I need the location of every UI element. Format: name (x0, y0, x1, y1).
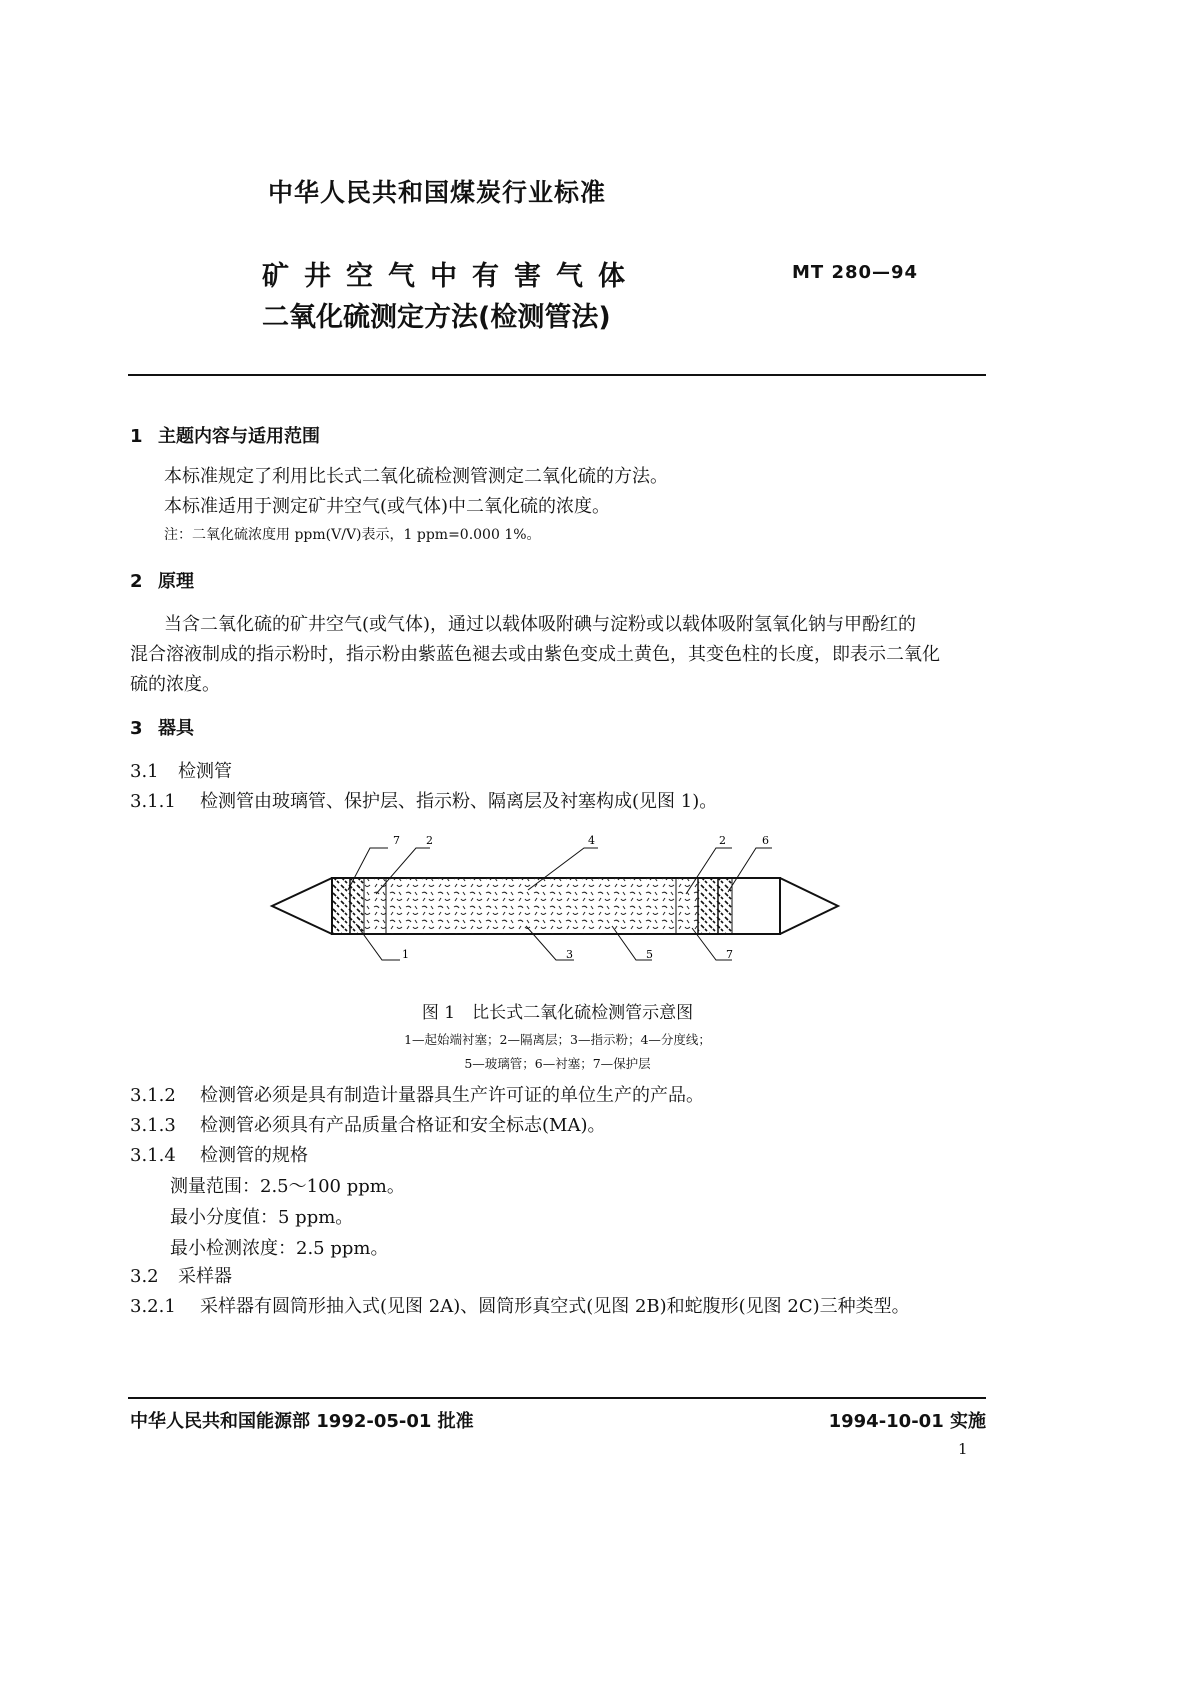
figure-legend-line1: 1—起始端衬塞；2—隔离层；3—指示粉；4—分度线； (404, 1032, 711, 1047)
clause-3-2: 3.2 采样器 (130, 1266, 232, 1287)
page-number: 1 (958, 1440, 968, 1458)
callout-label: 7 (726, 948, 733, 961)
standard-org: 中华人民共和国煤炭行业标准 (268, 178, 607, 207)
callout-label: 2 (719, 834, 726, 847)
header-rule (128, 374, 986, 376)
section-2-line2: 混合溶液制成的指示粉时，指示粉由紫蓝色褪去或由紫色变成土黄色，其变色柱的长度，即表示二氧化 (130, 644, 940, 665)
detection-tube-diagram (260, 820, 860, 970)
callout-label: 1 (402, 948, 409, 961)
spec-measuring-range: 测量范围：2.5～100 ppm。 (170, 1176, 405, 1197)
spec-min-division: 最小分度值：5 ppm。 (170, 1207, 354, 1228)
footer-rule (128, 1397, 986, 1399)
section-2-heading: 2 原理 (130, 571, 194, 592)
figure-legend-line2: 5—玻璃管；6—衬塞；7—保护层 (464, 1056, 651, 1071)
section-1-p1: 本标准规定了利用比长式二氧化硫检测管测定二氧化硫的方法。 (164, 466, 668, 487)
clause-3-1: 3.1 检测管 (130, 761, 232, 782)
section-2-line3: 硫的浓度。 (130, 674, 220, 695)
callout-label: 3 (566, 948, 573, 961)
section-3-heading: 3 器具 (130, 718, 194, 739)
indicator-powder (386, 878, 676, 934)
page-title-line1: 矿井空气中有害气体 (262, 261, 640, 292)
isolation-layer-right (676, 878, 698, 934)
callout-label: 2 (426, 834, 433, 847)
callout-label: 6 (762, 834, 769, 847)
section-2-line1: 当含二氧化硫的矿井空气(或气体)，通过以载体吸附碘与淀粉或以载体吸附氢氧化钠与甲酚红的 (164, 614, 917, 635)
callout-label: 5 (646, 948, 653, 961)
clause-3-1-1: 3.1.1 检测管由玻璃管、保护层、指示粉、隔离层及衬塞构成(见图 1)。 (130, 791, 718, 812)
implementation-date: 1994-10-01 实施 (828, 1411, 986, 1432)
approval-line: 中华人民共和国能源部 1992-05-01 批准 (130, 1411, 474, 1432)
spec-min-detection: 最小检测浓度：2.5 ppm。 (170, 1238, 389, 1259)
clause-3-1-4: 3.1.4 检测管的规格 (130, 1145, 308, 1166)
callout-label: 7 (393, 834, 400, 847)
clause-3-1-3: 3.1.3 检测管必须具有产品质量合格证和安全标志(MA)。 (130, 1115, 606, 1136)
page-title-line2: 二氧化硫测定方法(检测管法) (262, 302, 611, 333)
start-plug (332, 878, 350, 934)
section-1-heading: 1 主题内容与适用范围 (130, 426, 320, 447)
standard-code: MT 280—94 (792, 262, 919, 283)
protective-layer-right (718, 878, 732, 934)
callout-label: 4 (588, 834, 595, 847)
figure-caption: 图 1 比长式二氧化硫检测管示意图 (421, 1003, 694, 1023)
section-1-p2: 本标准适用于测定矿井空气(或气体)中二氧化硫的浓度。 (164, 496, 611, 517)
clause-3-2-1: 3.2.1 采样器有圆筒形抽入式(见图 2A)、圆筒形真空式(见图 2B)和蛇腹形(见图 2C)三种类型。 (130, 1296, 910, 1317)
section-1-note: 注：二氧化硫浓度用 ppm(V/V)表示，1 ppm=0.000 1%。 (164, 527, 541, 543)
plug-right (698, 878, 718, 934)
clause-3-1-2: 3.1.2 检测管必须是具有制造计量器具生产许可证的单位生产的产品。 (130, 1085, 704, 1106)
